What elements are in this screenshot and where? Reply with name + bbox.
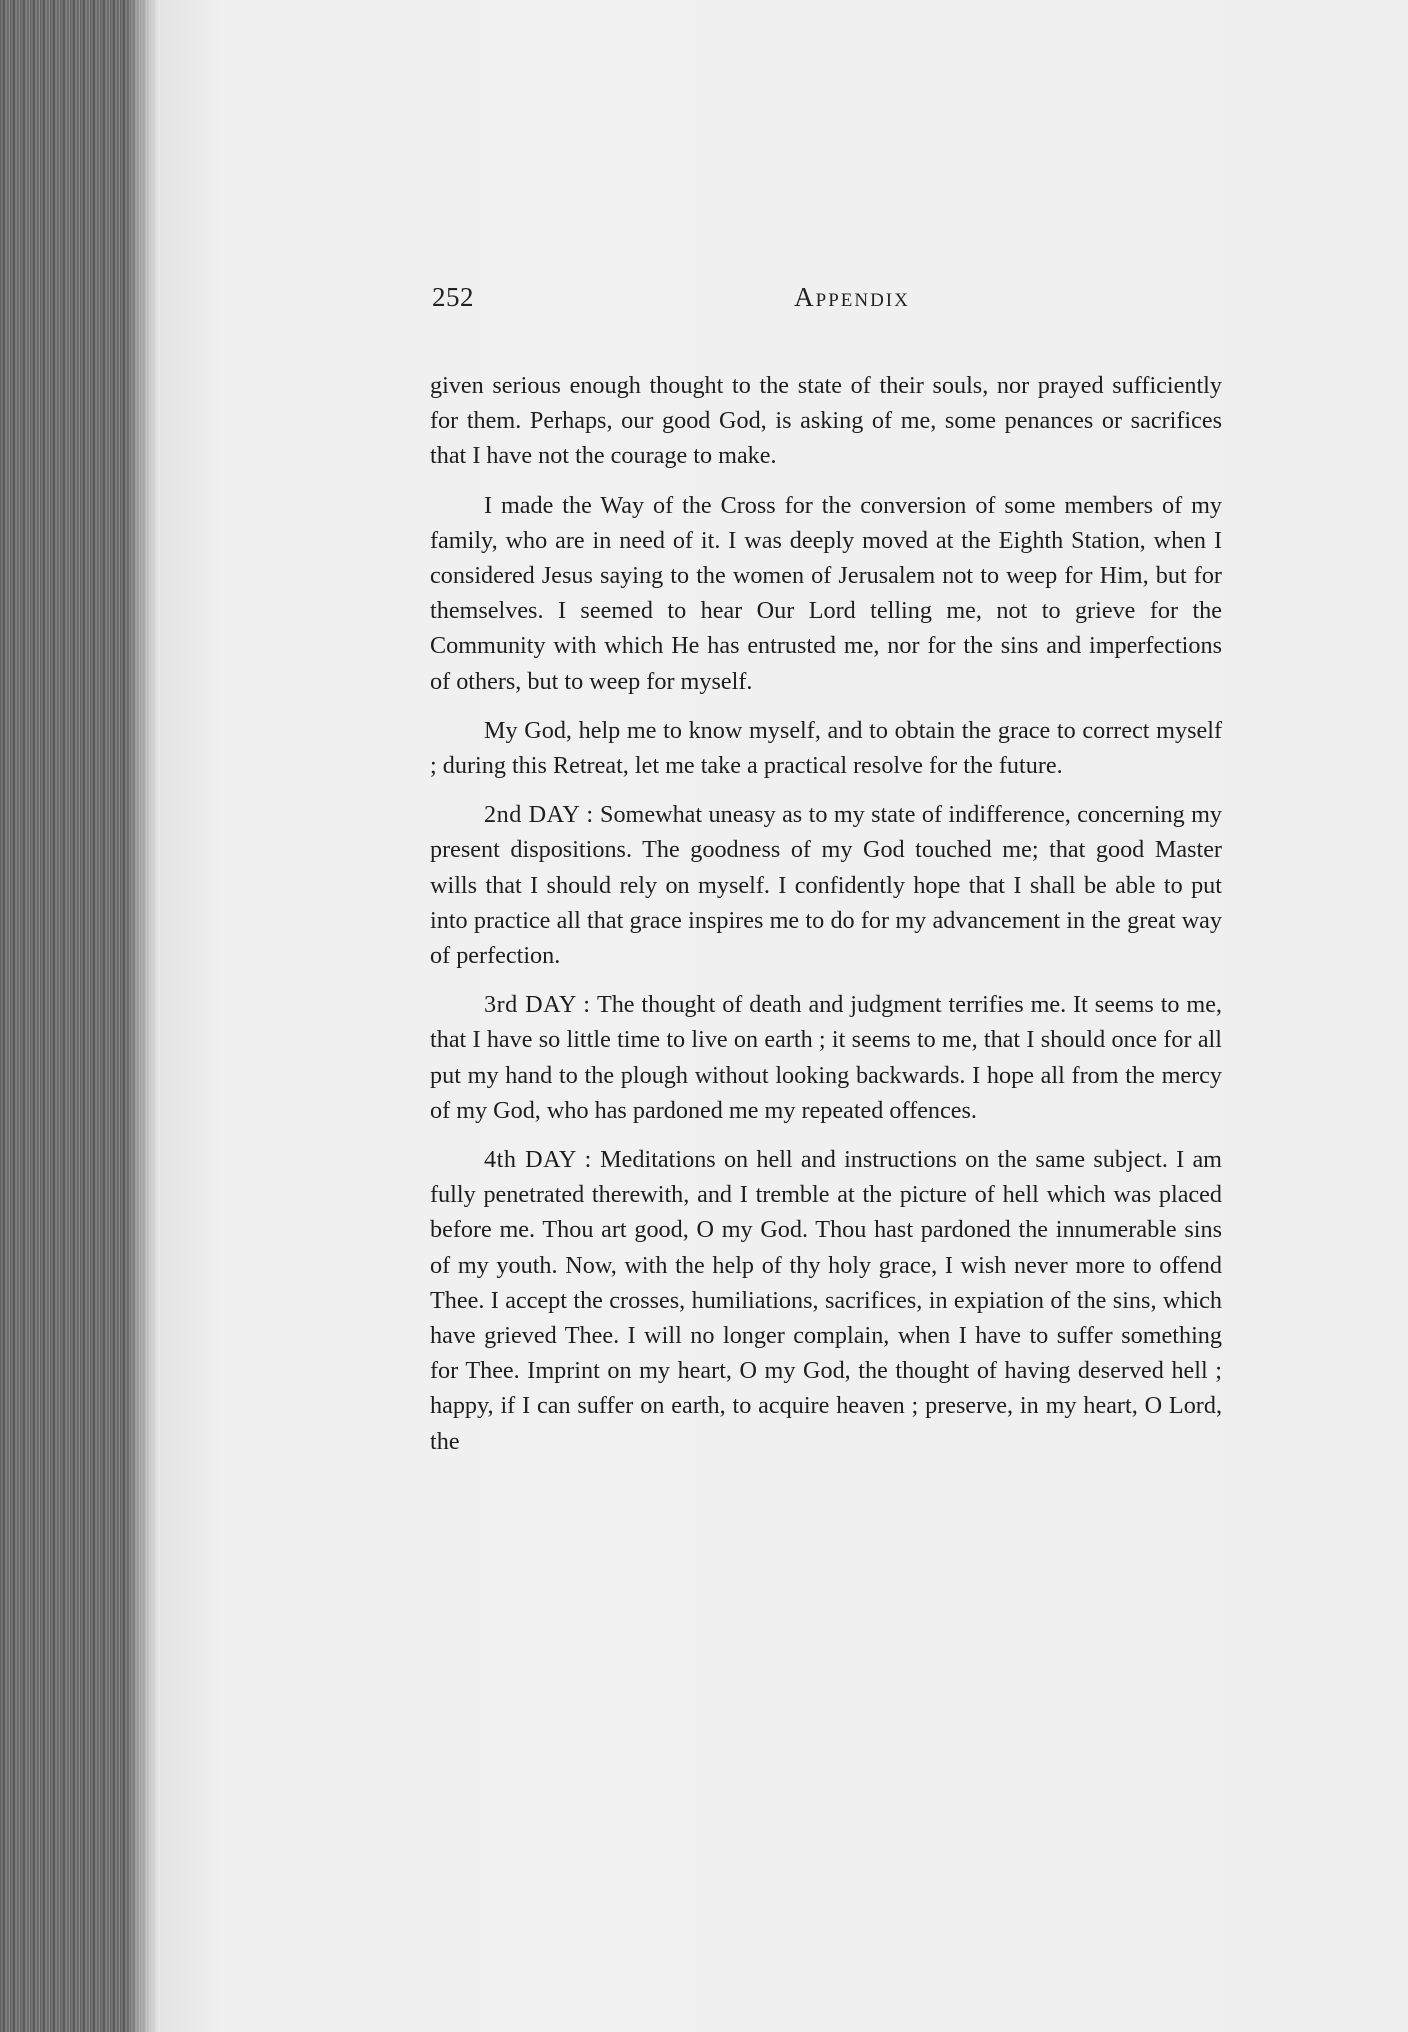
day-entry xyxy=(430,1142,1222,1459)
day-label: 2nd DAY : xyxy=(484,801,594,829)
paragraph-text: Meditations on hell and instructions on the same subject. I am fully penetrated therewith, and I tremble at the picture of hell which was placed before me. Thou art good, O my God. Thou hast pardoned the innumerable sins of my youth. Now, with the help of thy holy grace, I wish never more to offend Thee. I accept the crosses, humiliations, sacrifices, in expiation of the sins, which have grieved Thee. I will no longer complain, when I have to suffer something for Thee. Imprint on my heart, O my God, the thought of having deserved hell ; happy, if I can suffer on earth, to acquire heaven ; preserve, in my heart, O Lord, the xyxy=(430,1146,1222,1455)
body-text xyxy=(430,368,1222,1473)
day-label: 4th DAY : xyxy=(484,1146,592,1174)
day-entry xyxy=(430,987,1222,1128)
paragraph-text: given serious enough thought to the state of their souls, nor prayed sufficiently for them. Perhaps, our good God, is asking of me, some penances or sacrifices that I have not the courage to make. xyxy=(430,372,1222,470)
paragraph xyxy=(430,488,1222,699)
paragraph-text: I made the Way of the Cross for the conversion of some members of my family, who are in need of it. I was deeply moved at the Eighth Station, when I considered Jesus saying to the women of Jerusalem not to weep for Him, but for themselves. I seemed to hear Our Lord telling me, not to grieve for the Community with which He has entrusted me, nor for the sins and imperfections of others, but to weep for myself. xyxy=(430,491,1222,695)
day-entry xyxy=(430,797,1222,973)
day-label: 3rd DAY : xyxy=(484,991,591,1019)
paragraph-text: Somewhat uneasy as to my state of indifference, concerning my present dispositions. The goodness of my God touched me; that good Master wills that I should rely on myself. I confidently hope that I shall be able to put into practice all that grace inspires me to do for my advancement in the great way of perfection. xyxy=(430,801,1223,970)
page-number: 252 xyxy=(432,282,474,312)
paragraph xyxy=(430,713,1222,783)
paragraph xyxy=(430,368,1222,474)
book-page-edges xyxy=(0,0,160,2032)
page-header xyxy=(432,282,1222,322)
paragraph-text: My God, help me to know myself, and to obtain the grace to correct myself ; during this Retreat, let me take a practical resolve for the future. xyxy=(430,716,1222,780)
running-head: Appendix xyxy=(794,282,910,312)
paragraph-text: The thought of death and judgment terrifies me. It seems to me, that I have so little time to live on earth ; it seems to me, that I should once for all put my hand to the plough without looking backwards. I hope all from the mercy of my God, who has pardoned me my repeated offences. xyxy=(430,991,1222,1124)
